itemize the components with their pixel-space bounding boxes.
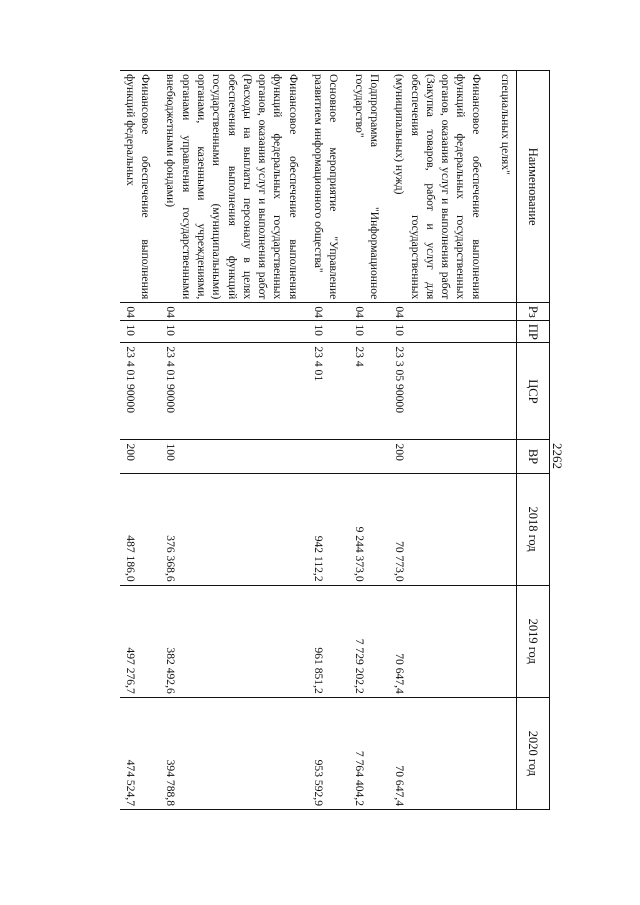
cell-name: Финансовое обеспечение выполнения функций федеральных государственных органов, оказания услуг и выполнения работ (Расходы на выплаты персоналу в целях обеспечения выполнения функций государственными (муниципальными) органами, казенными учреждениями, органами управления государственными внебюджетными фондами) — [161, 71, 309, 303]
cell-2019: 382 492,6 — [161, 585, 309, 697]
table-row — [309, 71, 350, 810]
cell-2020: 7 764 404,2 — [349, 697, 390, 809]
cell-pr: 10 — [120, 321, 161, 343]
header-name: Наименование — [517, 71, 550, 303]
cell-pr: 10 — [161, 321, 309, 343]
header-pr: ПР — [517, 321, 550, 343]
cell-2020: 953 592,9 — [309, 697, 350, 809]
cell-2020: 70 647,4 — [390, 697, 496, 809]
header-csr: ЦСР — [517, 343, 550, 440]
table-row — [349, 71, 390, 810]
table-header-row — [517, 71, 550, 810]
cell-vr: 100 — [161, 440, 309, 473]
table-row — [390, 71, 496, 810]
cell-rz: 04 — [309, 303, 350, 321]
cell-2019 — [496, 585, 517, 697]
header-rz: Рз — [517, 303, 550, 321]
cell-2018 — [496, 473, 517, 585]
cell-vr: 200 — [120, 440, 161, 473]
cell-vr — [496, 440, 517, 473]
cell-pr: 10 — [390, 321, 496, 343]
cell-rz: 04 — [390, 303, 496, 321]
cell-vr — [349, 440, 390, 473]
table-row — [120, 71, 161, 810]
cell-rz — [496, 303, 517, 321]
cell-vr — [309, 440, 350, 473]
cell-pr: 10 — [349, 321, 390, 343]
cell-rz: 04 — [120, 303, 161, 321]
cell-pr: 10 — [309, 321, 350, 343]
cell-name: Финансовое обеспечение выполнения функций федеральных — [120, 71, 161, 303]
cell-2018: 942 112,2 — [309, 473, 350, 585]
cell-name: специальных целях" — [496, 71, 517, 303]
cell-name: Основное мероприятие "Управление развитием информационного общества" — [309, 71, 350, 303]
page-number: 2262 — [550, 443, 565, 469]
cell-2018: 9 244 373,0 — [349, 473, 390, 585]
cell-name: Финансовое обеспечение выполнения функций федеральных государственных органов, оказания услуг и выполнения работ (Закупка товаров, работ и услуг для обеспечения государственных (муниципальных) нужд) — [390, 71, 496, 303]
header-2019: 2019 год — [517, 585, 550, 697]
cell-csr: 23 3 05 90000 — [390, 343, 496, 440]
cell-2020 — [496, 697, 517, 809]
cell-2020: 474 524,7 — [120, 697, 161, 809]
header-vr: ВР — [517, 440, 550, 473]
budget-table — [120, 70, 550, 810]
cell-csr: 23 4 01 90000 — [120, 343, 161, 440]
cell-pr — [496, 321, 517, 343]
cell-2019: 497 276,7 — [120, 585, 161, 697]
cell-2018: 487 186,0 — [120, 473, 161, 585]
table-row — [161, 71, 309, 810]
cell-csr: 23 4 01 90000 — [161, 343, 309, 440]
cell-rz: 04 — [349, 303, 390, 321]
header-2020: 2020 год — [517, 697, 550, 809]
cell-2020: 394 788,8 — [161, 697, 309, 809]
header-2018: 2018 год — [517, 473, 550, 585]
cell-2019: 7 729 202,2 — [349, 585, 390, 697]
cell-name: Подпрограмма "Информационное государство" — [349, 71, 390, 303]
cell-2018: 376 368,6 — [161, 473, 309, 585]
cell-2019: 70 647,4 — [390, 585, 496, 697]
cell-2019: 961 851,2 — [309, 585, 350, 697]
cell-rz: 04 — [161, 303, 309, 321]
cell-vr: 200 — [390, 440, 496, 473]
table-row — [496, 71, 517, 810]
cell-csr — [496, 343, 517, 440]
rotated-page — [30, 70, 550, 830]
cell-2018: 70 773,0 — [390, 473, 496, 585]
cell-csr: 23 4 — [349, 343, 390, 440]
cell-csr: 23 4 01 — [309, 343, 350, 440]
